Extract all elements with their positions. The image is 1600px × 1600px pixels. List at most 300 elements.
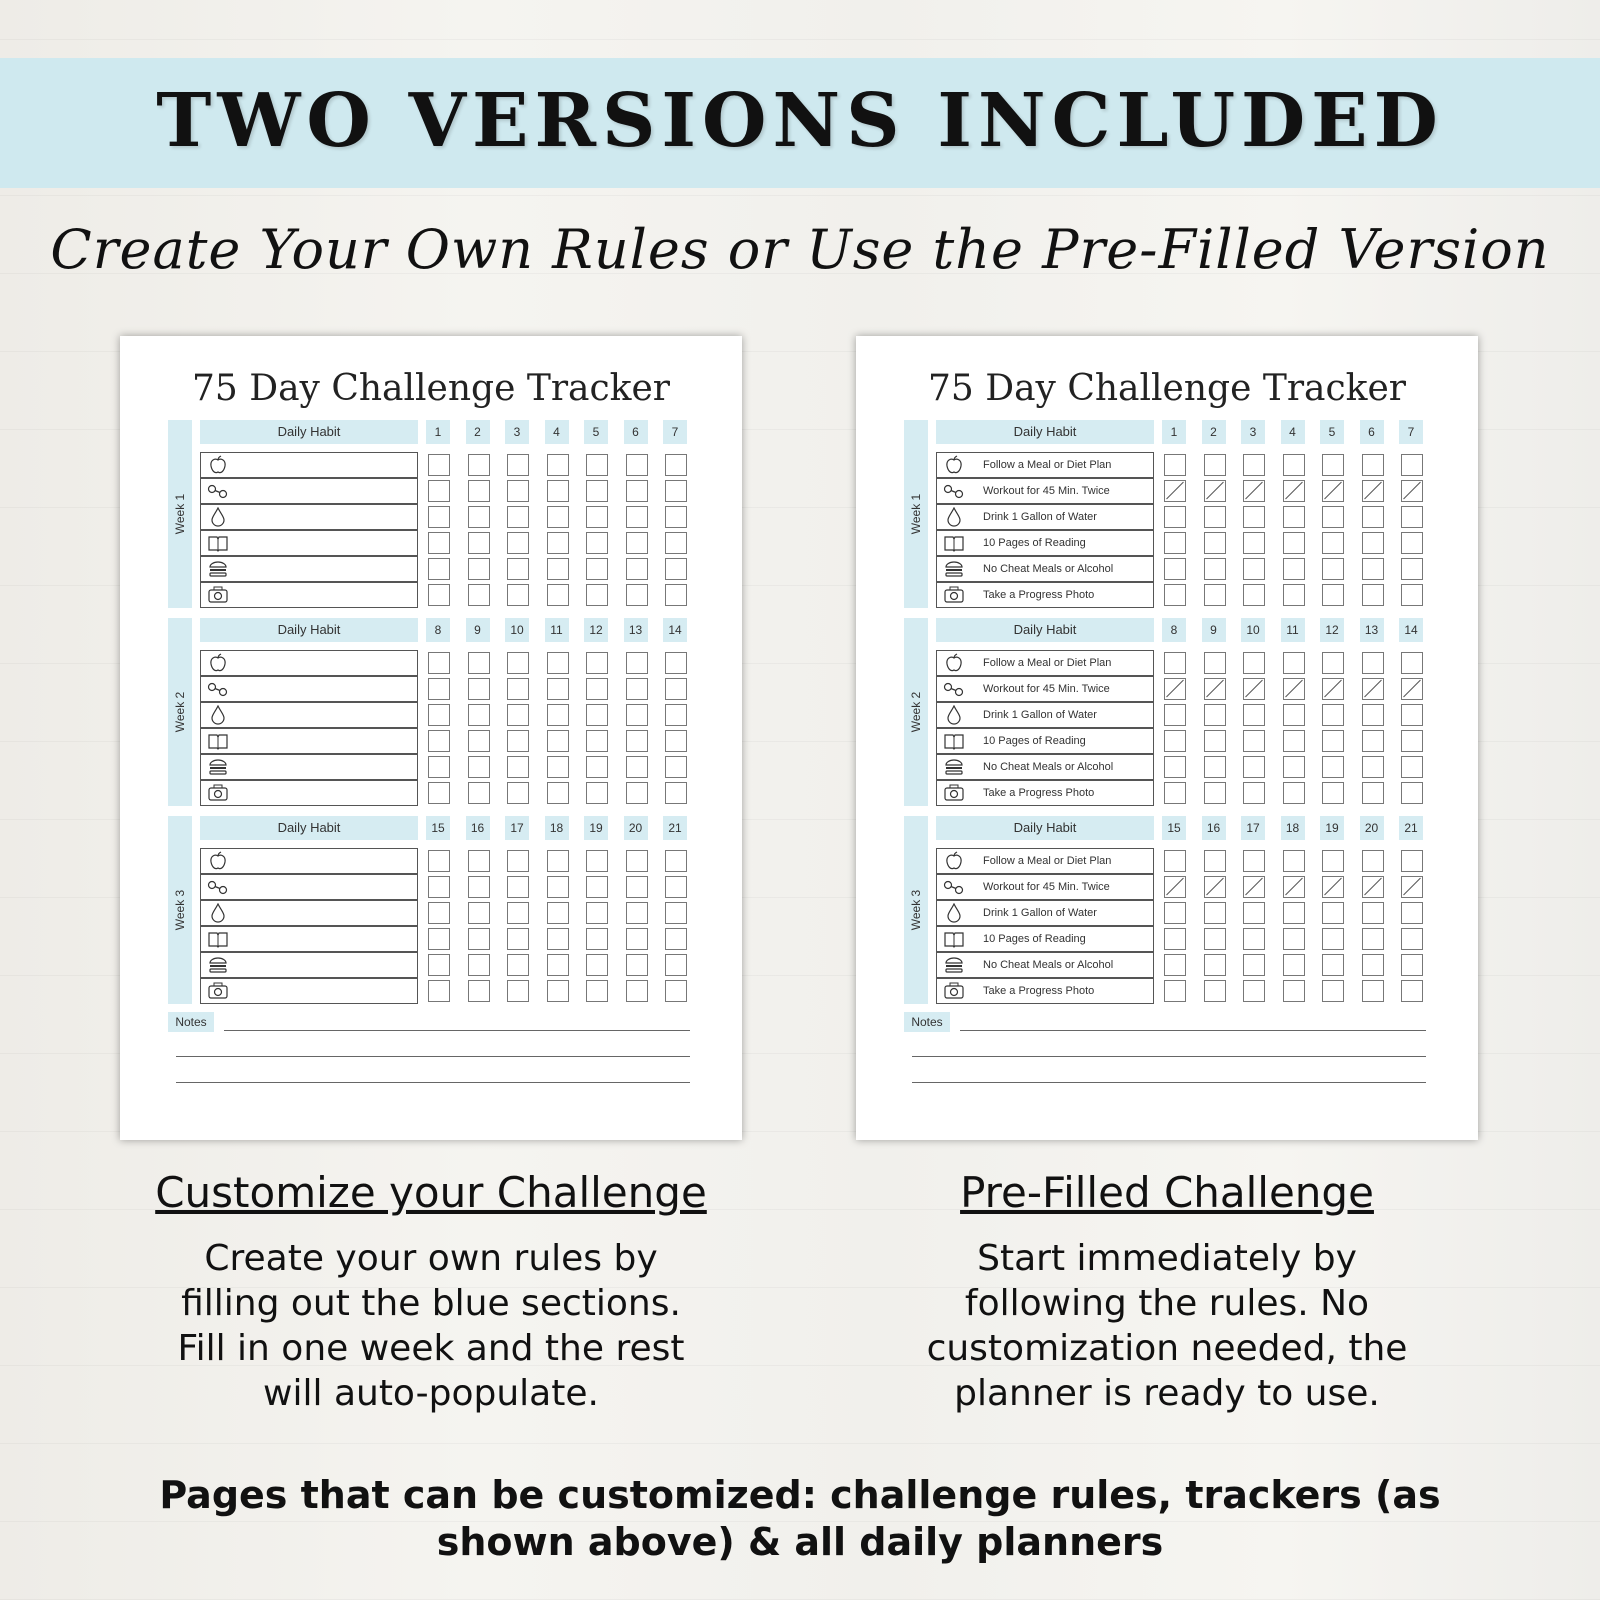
habit-checkbox[interactable] bbox=[1322, 480, 1344, 502]
habit-checkbox[interactable] bbox=[665, 678, 687, 700]
habit-checkbox[interactable] bbox=[1243, 730, 1265, 752]
habit-checkbox[interactable] bbox=[586, 902, 608, 924]
habit-checkbox[interactable] bbox=[626, 850, 648, 872]
habit-row[interactable] bbox=[200, 452, 418, 478]
dumbbell-icon bbox=[207, 481, 229, 501]
habit-checkbox[interactable] bbox=[507, 454, 529, 476]
habit-checkbox[interactable] bbox=[1401, 652, 1423, 674]
habit-checkbox[interactable] bbox=[626, 678, 648, 700]
habit-checkbox[interactable] bbox=[586, 782, 608, 804]
habit-checkbox[interactable] bbox=[665, 532, 687, 554]
habit-checkbox[interactable] bbox=[1204, 652, 1226, 674]
habit-checkbox[interactable] bbox=[586, 678, 608, 700]
habit-checkbox[interactable] bbox=[468, 876, 490, 898]
habit-checkbox[interactable] bbox=[507, 704, 529, 726]
habit-checkbox[interactable] bbox=[1164, 704, 1186, 726]
habit-row[interactable] bbox=[200, 728, 418, 754]
habit-checkbox[interactable] bbox=[468, 584, 490, 606]
habit-checkbox[interactable] bbox=[1401, 678, 1423, 700]
habit-checkbox[interactable] bbox=[1204, 506, 1226, 528]
habit-checkbox[interactable] bbox=[428, 954, 450, 976]
habit-checkbox[interactable] bbox=[1283, 928, 1305, 950]
habit-row[interactable] bbox=[936, 952, 1154, 978]
habit-row[interactable] bbox=[200, 848, 418, 874]
habit-row[interactable] bbox=[936, 582, 1154, 608]
habit-checkbox[interactable] bbox=[1362, 678, 1384, 700]
habit-checkbox[interactable] bbox=[507, 902, 529, 924]
habit-checkbox[interactable] bbox=[428, 928, 450, 950]
habit-checkbox[interactable] bbox=[1283, 652, 1305, 674]
habit-checkbox[interactable] bbox=[586, 532, 608, 554]
habit-checkbox[interactable] bbox=[1322, 532, 1344, 554]
habit-checkbox[interactable] bbox=[626, 506, 648, 528]
notes-line[interactable] bbox=[224, 1030, 690, 1031]
habit-checkbox[interactable] bbox=[468, 980, 490, 1002]
habit-checkbox[interactable] bbox=[1322, 782, 1344, 804]
habit-checkbox[interactable] bbox=[1243, 584, 1265, 606]
habit-checkbox[interactable] bbox=[586, 480, 608, 502]
habit-checkbox[interactable] bbox=[1322, 756, 1344, 778]
habit-row[interactable] bbox=[200, 900, 418, 926]
habit-checkbox[interactable] bbox=[507, 876, 529, 898]
habit-checkbox[interactable] bbox=[626, 980, 648, 1002]
habit-checkbox[interactable] bbox=[1401, 756, 1423, 778]
habit-checkbox[interactable] bbox=[547, 652, 569, 674]
habit-row[interactable] bbox=[936, 900, 1154, 926]
habit-row[interactable] bbox=[936, 650, 1154, 676]
habit-checkbox[interactable] bbox=[586, 558, 608, 580]
habit-checkbox[interactable] bbox=[626, 876, 648, 898]
habit-checkbox[interactable] bbox=[665, 558, 687, 580]
habit-checkbox[interactable] bbox=[586, 954, 608, 976]
habit-row[interactable] bbox=[200, 926, 418, 952]
habit-checkbox[interactable] bbox=[468, 954, 490, 976]
habit-checkbox[interactable] bbox=[1322, 902, 1344, 924]
habit-checkbox[interactable] bbox=[1283, 756, 1305, 778]
habit-checkbox[interactable] bbox=[1204, 782, 1226, 804]
habit-row[interactable] bbox=[936, 780, 1154, 806]
habit-checkbox[interactable] bbox=[1401, 928, 1423, 950]
habit-checkbox[interactable] bbox=[1164, 652, 1186, 674]
habit-row[interactable] bbox=[200, 874, 418, 900]
habit-checkbox[interactable] bbox=[1322, 704, 1344, 726]
habit-checkbox[interactable] bbox=[1204, 928, 1226, 950]
habit-checkbox[interactable] bbox=[1322, 954, 1344, 976]
habit-checkbox[interactable] bbox=[1283, 678, 1305, 700]
habit-checkbox[interactable] bbox=[468, 902, 490, 924]
habit-checkbox[interactable] bbox=[586, 730, 608, 752]
habit-checkbox[interactable] bbox=[468, 558, 490, 580]
habit-checkbox[interactable] bbox=[626, 532, 648, 554]
habit-checkbox[interactable] bbox=[1362, 876, 1384, 898]
habit-checkbox[interactable] bbox=[1283, 782, 1305, 804]
habit-checkbox[interactable] bbox=[1401, 980, 1423, 1002]
habit-checkbox[interactable] bbox=[1401, 730, 1423, 752]
habit-checkbox[interactable] bbox=[1204, 876, 1226, 898]
habit-checkbox[interactable] bbox=[428, 782, 450, 804]
habit-row[interactable] bbox=[200, 952, 418, 978]
habit-checkbox[interactable] bbox=[665, 850, 687, 872]
habit-checkbox[interactable] bbox=[428, 876, 450, 898]
habit-row[interactable] bbox=[936, 504, 1154, 530]
habit-checkbox[interactable] bbox=[428, 704, 450, 726]
habit-checkbox[interactable] bbox=[507, 756, 529, 778]
habit-checkbox[interactable] bbox=[1401, 782, 1423, 804]
habit-checkbox[interactable] bbox=[665, 902, 687, 924]
habit-checkbox[interactable] bbox=[1401, 584, 1423, 606]
habit-checkbox[interactable] bbox=[547, 454, 569, 476]
habit-checkbox[interactable] bbox=[626, 558, 648, 580]
habit-checkbox[interactable] bbox=[1243, 928, 1265, 950]
habit-checkbox[interactable] bbox=[1362, 928, 1384, 950]
habit-checkbox[interactable] bbox=[547, 980, 569, 1002]
habit-checkbox[interactable] bbox=[1401, 454, 1423, 476]
habit-checkbox[interactable] bbox=[1243, 532, 1265, 554]
habit-checkbox[interactable] bbox=[586, 756, 608, 778]
habit-checkbox[interactable] bbox=[1243, 506, 1265, 528]
notes-line[interactable] bbox=[176, 1056, 690, 1057]
habit-checkbox[interactable] bbox=[626, 730, 648, 752]
habit-row[interactable] bbox=[200, 754, 418, 780]
habit-checkbox[interactable] bbox=[1401, 532, 1423, 554]
habit-checkbox[interactable] bbox=[1283, 506, 1305, 528]
notes-line[interactable] bbox=[960, 1030, 1426, 1031]
habit-checkbox[interactable] bbox=[1204, 532, 1226, 554]
habit-checkbox[interactable] bbox=[1401, 480, 1423, 502]
habit-checkbox[interactable] bbox=[1283, 954, 1305, 976]
habit-checkbox[interactable] bbox=[428, 532, 450, 554]
habit-checkbox[interactable] bbox=[665, 876, 687, 898]
habit-row[interactable] bbox=[936, 478, 1154, 504]
habit-row[interactable] bbox=[936, 676, 1154, 702]
habit-checkbox[interactable] bbox=[1283, 454, 1305, 476]
habit-checkbox[interactable] bbox=[1362, 756, 1384, 778]
habit-checkbox[interactable] bbox=[1401, 558, 1423, 580]
habit-checkbox[interactable] bbox=[1243, 704, 1265, 726]
notes-line[interactable] bbox=[176, 1082, 690, 1083]
habit-checkbox[interactable] bbox=[1322, 730, 1344, 752]
habit-checkbox[interactable] bbox=[468, 730, 490, 752]
habit-checkbox[interactable] bbox=[1243, 850, 1265, 872]
habit-checkbox[interactable] bbox=[468, 506, 490, 528]
habit-checkbox[interactable] bbox=[428, 584, 450, 606]
habit-checkbox[interactable] bbox=[1322, 584, 1344, 606]
habit-checkbox[interactable] bbox=[1204, 704, 1226, 726]
habit-checkbox[interactable] bbox=[1164, 902, 1186, 924]
habit-row[interactable] bbox=[200, 702, 418, 728]
habit-row[interactable] bbox=[200, 780, 418, 806]
habit-checkbox[interactable] bbox=[1283, 480, 1305, 502]
habit-checkbox[interactable] bbox=[1362, 730, 1384, 752]
habit-row[interactable] bbox=[200, 676, 418, 702]
habit-checkbox[interactable] bbox=[626, 954, 648, 976]
habit-row[interactable] bbox=[200, 530, 418, 556]
habit-checkbox[interactable] bbox=[1322, 558, 1344, 580]
habit-checkbox[interactable] bbox=[1401, 876, 1423, 898]
habit-checkbox[interactable] bbox=[665, 954, 687, 976]
habit-checkbox[interactable] bbox=[468, 782, 490, 804]
habit-checkbox[interactable] bbox=[1243, 782, 1265, 804]
habit-checkbox[interactable] bbox=[626, 902, 648, 924]
habit-checkbox[interactable] bbox=[1243, 756, 1265, 778]
habit-checkbox[interactable] bbox=[428, 980, 450, 1002]
habit-checkbox[interactable] bbox=[1283, 850, 1305, 872]
habit-checkbox[interactable] bbox=[665, 928, 687, 950]
habit-checkbox[interactable] bbox=[665, 730, 687, 752]
habit-checkbox[interactable] bbox=[1401, 850, 1423, 872]
habit-row[interactable] bbox=[936, 452, 1154, 478]
habit-checkbox[interactable] bbox=[1243, 980, 1265, 1002]
habit-checkbox[interactable] bbox=[468, 850, 490, 872]
habit-row[interactable] bbox=[936, 754, 1154, 780]
habit-checkbox[interactable] bbox=[547, 850, 569, 872]
habit-checkbox[interactable] bbox=[547, 506, 569, 528]
habit-checkbox[interactable] bbox=[468, 454, 490, 476]
day-number: 2 bbox=[466, 420, 490, 444]
habit-checkbox[interactable] bbox=[1204, 980, 1226, 1002]
habit-checkbox[interactable] bbox=[1401, 704, 1423, 726]
habit-checkbox[interactable] bbox=[665, 584, 687, 606]
habit-checkbox[interactable] bbox=[547, 730, 569, 752]
habit-checkbox[interactable] bbox=[1164, 980, 1186, 1002]
habit-checkbox[interactable] bbox=[1204, 756, 1226, 778]
habit-checkbox[interactable] bbox=[1362, 584, 1384, 606]
habit-checkbox[interactable] bbox=[586, 876, 608, 898]
habit-checkbox[interactable] bbox=[665, 980, 687, 1002]
habit-checkbox[interactable] bbox=[1243, 954, 1265, 976]
habit-checkbox[interactable] bbox=[1164, 730, 1186, 752]
habit-row[interactable] bbox=[936, 702, 1154, 728]
habit-checkbox[interactable] bbox=[547, 954, 569, 976]
habit-checkbox[interactable] bbox=[507, 954, 529, 976]
habit-checkbox[interactable] bbox=[1362, 558, 1384, 580]
camera-icon bbox=[943, 783, 965, 803]
habit-checkbox[interactable] bbox=[1322, 454, 1344, 476]
habit-checkbox[interactable] bbox=[507, 584, 529, 606]
habit-checkbox[interactable] bbox=[1243, 652, 1265, 674]
habit-checkbox[interactable] bbox=[468, 532, 490, 554]
habit-checkbox[interactable] bbox=[1283, 902, 1305, 924]
habit-row[interactable] bbox=[936, 874, 1154, 900]
habit-checkbox[interactable] bbox=[1164, 850, 1186, 872]
habit-checkbox[interactable] bbox=[507, 928, 529, 950]
habit-checkbox[interactable] bbox=[1283, 584, 1305, 606]
habit-checkbox[interactable] bbox=[1164, 954, 1186, 976]
habit-checkbox[interactable] bbox=[1243, 480, 1265, 502]
habit-checkbox[interactable] bbox=[507, 652, 529, 674]
habit-checkbox[interactable] bbox=[1164, 756, 1186, 778]
habit-checkbox[interactable] bbox=[1362, 480, 1384, 502]
habit-checkbox[interactable] bbox=[1204, 730, 1226, 752]
habit-checkbox[interactable] bbox=[626, 584, 648, 606]
habit-checkbox[interactable] bbox=[428, 506, 450, 528]
habit-checkbox[interactable] bbox=[1283, 876, 1305, 898]
habit-checkbox[interactable] bbox=[626, 454, 648, 476]
habit-row[interactable] bbox=[200, 556, 418, 582]
habit-checkbox[interactable] bbox=[428, 678, 450, 700]
habit-checkbox[interactable] bbox=[586, 506, 608, 528]
habit-checkbox[interactable] bbox=[1362, 782, 1384, 804]
habit-checkbox[interactable] bbox=[507, 980, 529, 1002]
habit-checkbox[interactable] bbox=[1164, 454, 1186, 476]
habit-checkbox[interactable] bbox=[665, 782, 687, 804]
habit-checkbox[interactable] bbox=[1362, 704, 1384, 726]
habit-checkbox[interactable] bbox=[547, 584, 569, 606]
habit-checkbox[interactable] bbox=[1362, 506, 1384, 528]
habit-checkbox[interactable] bbox=[428, 730, 450, 752]
habit-checkbox[interactable] bbox=[1204, 584, 1226, 606]
habit-checkbox[interactable] bbox=[586, 454, 608, 476]
habit-checkbox[interactable] bbox=[468, 704, 490, 726]
habit-checkbox[interactable] bbox=[547, 532, 569, 554]
habit-checkbox[interactable] bbox=[507, 678, 529, 700]
habit-row[interactable] bbox=[200, 504, 418, 530]
habit-row[interactable] bbox=[200, 650, 418, 676]
habit-checkbox[interactable] bbox=[547, 558, 569, 580]
habit-label: 10 Pages of Reading bbox=[983, 933, 1086, 945]
habit-checkbox[interactable] bbox=[626, 704, 648, 726]
habit-checkbox[interactable] bbox=[665, 480, 687, 502]
habit-checkbox[interactable] bbox=[1283, 532, 1305, 554]
habit-checkbox[interactable] bbox=[1164, 506, 1186, 528]
habit-checkbox[interactable] bbox=[1322, 980, 1344, 1002]
habit-row[interactable] bbox=[936, 530, 1154, 556]
habit-checkbox[interactable] bbox=[507, 850, 529, 872]
habit-checkbox[interactable] bbox=[547, 782, 569, 804]
habit-checkbox[interactable] bbox=[586, 652, 608, 674]
habit-checkbox[interactable] bbox=[507, 480, 529, 502]
habit-checkbox[interactable] bbox=[1164, 532, 1186, 554]
habit-checkbox[interactable] bbox=[1204, 902, 1226, 924]
habit-checkbox[interactable] bbox=[1362, 902, 1384, 924]
habit-checkbox[interactable] bbox=[1283, 704, 1305, 726]
habit-checkbox[interactable] bbox=[1204, 454, 1226, 476]
habit-checkbox[interactable] bbox=[428, 902, 450, 924]
habit-checkbox[interactable] bbox=[1322, 652, 1344, 674]
habit-checkbox[interactable] bbox=[1164, 928, 1186, 950]
habit-checkbox[interactable] bbox=[1243, 902, 1265, 924]
habit-checkbox[interactable] bbox=[507, 782, 529, 804]
habit-checkbox[interactable] bbox=[1362, 980, 1384, 1002]
habit-checkbox[interactable] bbox=[586, 704, 608, 726]
habit-checkbox[interactable] bbox=[1204, 954, 1226, 976]
habit-checkbox[interactable] bbox=[1164, 678, 1186, 700]
habit-row[interactable] bbox=[936, 728, 1154, 754]
habit-checkbox[interactable] bbox=[1243, 454, 1265, 476]
habit-checkbox[interactable] bbox=[1164, 782, 1186, 804]
habit-checkbox[interactable] bbox=[1164, 584, 1186, 606]
habit-checkbox[interactable] bbox=[626, 480, 648, 502]
habit-row[interactable] bbox=[936, 556, 1154, 582]
habit-checkbox[interactable] bbox=[665, 756, 687, 778]
habit-checkbox[interactable] bbox=[507, 730, 529, 752]
habit-checkbox[interactable] bbox=[1243, 876, 1265, 898]
habit-checkbox[interactable] bbox=[586, 980, 608, 1002]
habit-checkbox[interactable] bbox=[468, 652, 490, 674]
notes-line[interactable] bbox=[912, 1056, 1426, 1057]
habit-checkbox[interactable] bbox=[1322, 928, 1344, 950]
habit-checkbox[interactable] bbox=[507, 558, 529, 580]
habit-checkbox[interactable] bbox=[1204, 850, 1226, 872]
habit-checkbox[interactable] bbox=[1164, 558, 1186, 580]
habit-row[interactable] bbox=[200, 478, 418, 504]
habit-checkbox[interactable] bbox=[665, 454, 687, 476]
habit-checkbox[interactable] bbox=[547, 876, 569, 898]
habit-checkbox[interactable] bbox=[1401, 954, 1423, 976]
habit-checkbox[interactable] bbox=[1362, 532, 1384, 554]
habit-checkbox[interactable] bbox=[1204, 480, 1226, 502]
habit-label: Follow a Meal or Diet Plan bbox=[983, 657, 1112, 669]
habit-checkbox[interactable] bbox=[547, 902, 569, 924]
burger-icon bbox=[943, 757, 965, 777]
habit-checkbox[interactable] bbox=[547, 928, 569, 950]
habit-row[interactable] bbox=[936, 978, 1154, 1004]
habit-checkbox[interactable] bbox=[1322, 506, 1344, 528]
habit-checkbox[interactable] bbox=[507, 506, 529, 528]
habit-row[interactable] bbox=[200, 582, 418, 608]
habit-checkbox[interactable] bbox=[547, 480, 569, 502]
habit-checkbox[interactable] bbox=[1362, 454, 1384, 476]
habit-checkbox[interactable] bbox=[547, 704, 569, 726]
habit-checkbox[interactable] bbox=[1283, 558, 1305, 580]
habit-checkbox[interactable] bbox=[586, 928, 608, 950]
habit-checkbox[interactable] bbox=[1401, 506, 1423, 528]
habit-checkbox[interactable] bbox=[1322, 850, 1344, 872]
habit-checkbox[interactable] bbox=[547, 678, 569, 700]
habit-checkbox[interactable] bbox=[626, 928, 648, 950]
habit-checkbox[interactable] bbox=[428, 850, 450, 872]
habit-checkbox[interactable] bbox=[1362, 850, 1384, 872]
habit-checkbox[interactable] bbox=[626, 782, 648, 804]
habit-checkbox[interactable] bbox=[1243, 558, 1265, 580]
habit-checkbox[interactable] bbox=[468, 678, 490, 700]
habit-checkbox[interactable] bbox=[428, 756, 450, 778]
habit-checkbox[interactable] bbox=[428, 652, 450, 674]
habit-checkbox[interactable] bbox=[428, 454, 450, 476]
habit-checkbox[interactable] bbox=[1204, 678, 1226, 700]
habit-checkbox[interactable] bbox=[1401, 902, 1423, 924]
habit-checkbox[interactable] bbox=[665, 652, 687, 674]
habit-row[interactable] bbox=[936, 848, 1154, 874]
notes-line[interactable] bbox=[912, 1082, 1426, 1083]
habit-checkbox[interactable] bbox=[468, 928, 490, 950]
habit-checkbox[interactable] bbox=[1164, 480, 1186, 502]
habit-row[interactable] bbox=[936, 926, 1154, 952]
habit-checkbox[interactable] bbox=[1322, 678, 1344, 700]
habit-checkbox[interactable] bbox=[1322, 876, 1344, 898]
habit-checkbox[interactable] bbox=[1283, 980, 1305, 1002]
habit-checkbox[interactable] bbox=[507, 532, 529, 554]
habit-checkbox[interactable] bbox=[468, 756, 490, 778]
habit-checkbox[interactable] bbox=[428, 480, 450, 502]
habit-checkbox[interactable] bbox=[626, 652, 648, 674]
habit-checkbox[interactable] bbox=[1243, 678, 1265, 700]
habit-checkbox[interactable] bbox=[626, 756, 648, 778]
habit-checkbox[interactable] bbox=[586, 584, 608, 606]
habit-checkbox[interactable] bbox=[665, 704, 687, 726]
habit-checkbox[interactable] bbox=[1164, 876, 1186, 898]
habit-checkbox[interactable] bbox=[1204, 558, 1226, 580]
habit-checkbox[interactable] bbox=[1362, 954, 1384, 976]
habit-checkbox[interactable] bbox=[428, 558, 450, 580]
habit-checkbox[interactable] bbox=[586, 850, 608, 872]
habit-row[interactable] bbox=[200, 978, 418, 1004]
habit-checkbox[interactable] bbox=[468, 480, 490, 502]
habit-checkbox[interactable] bbox=[547, 756, 569, 778]
habit-checkbox[interactable] bbox=[1362, 652, 1384, 674]
habit-checkbox[interactable] bbox=[665, 506, 687, 528]
habit-checkbox[interactable] bbox=[1283, 730, 1305, 752]
